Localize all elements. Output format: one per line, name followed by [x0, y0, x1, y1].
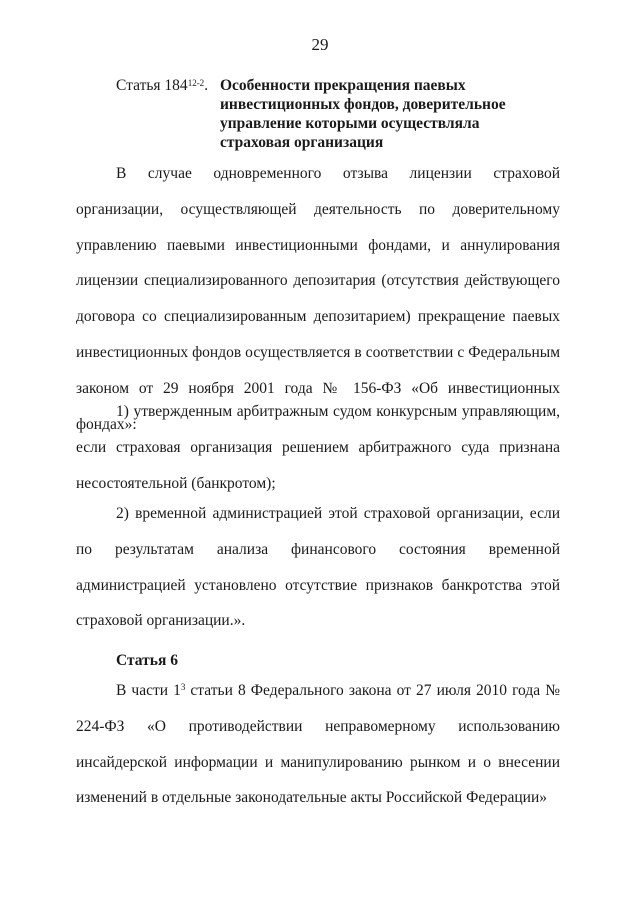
article-label-superscript: 12-2 — [187, 78, 205, 88]
article-6-text-start: В части 1 — [116, 682, 181, 699]
paragraph-intro: В случае одновременного отзыва лицензии страховой организации, осуществляющей деятельность по доверительному управлению паевыми инвестиционными фондами, и аннулирования лицензии специализированного депозитария (отсутствия действующего договора со специализированным депозитарием) прекращение паевых инвестиционных фондов осуществляется в соответствии с Федеральным законом от 29 ноября 2001 года № 156-ФЗ «Об инвестиционных фондах»: — [76, 165, 560, 433]
paragraph-block-4 — [76, 673, 560, 816]
article-title: Особенности прекращения паевых инвестиционных фондов, доверительное управление которыми осуществляла страховая организация — [220, 77, 506, 151]
article-label-text: Статья 184 — [116, 77, 188, 94]
article-6-text-rest: статьи 8 Федерального закона от 27 июля 2010 года № 224-ФЗ «О противодействии неправомерному использованию инсайдерской информации и манипулированию рынком и о внесении изменений в отдельные законодательные акты Российской Федерации» — [76, 682, 560, 807]
paragraph-item-1: 1) утвержденным арбитражным судом конкурсным управляющим, если страховая организация решением арбитражного суда признана несостоятельной (банкротом); — [76, 403, 560, 492]
paragraph-article-6 — [76, 673, 560, 816]
paragraph-block-2 — [76, 394, 560, 501]
article-6-superscript: 3 — [180, 682, 186, 692]
page-number: 29 — [311, 35, 329, 54]
paragraph-item-2: 2) временной администрацией этой страховой организации, если по результатам анализа финансового состояния временной администрацией установлено отсутствие признаков банкротства этой страховой организации.». — [76, 505, 560, 630]
article-label-suffix: . — [204, 77, 209, 94]
paragraph-block-3 — [76, 496, 560, 639]
article-6-heading: Статья 6 — [116, 652, 178, 669]
article-label — [116, 76, 208, 95]
